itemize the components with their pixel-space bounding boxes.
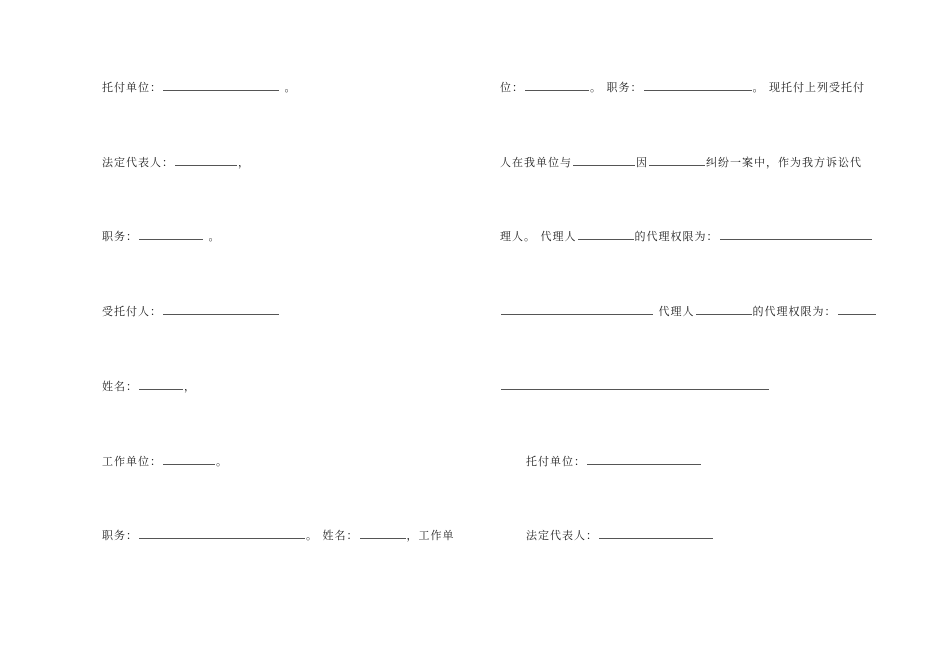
form-label: 位： bbox=[500, 81, 524, 94]
form-label: 职务： bbox=[102, 529, 138, 542]
form-label: 的代理权限为： bbox=[752, 305, 837, 318]
blank-field[interactable] bbox=[720, 229, 872, 240]
blank-field[interactable] bbox=[175, 155, 237, 166]
form-label: 。 bbox=[216, 455, 228, 468]
blank-field[interactable] bbox=[649, 155, 705, 166]
form-line bbox=[500, 155, 862, 169]
blank-field[interactable] bbox=[838, 304, 876, 315]
form-line bbox=[500, 229, 873, 243]
form-label: 理人。 代理人 bbox=[500, 230, 577, 243]
form-label: 纠纷一案中，作为我方诉讼代 bbox=[706, 156, 862, 169]
form-label: 人在我单位与 bbox=[500, 156, 572, 169]
blank-field[interactable] bbox=[525, 80, 589, 91]
blank-field[interactable] bbox=[578, 229, 634, 240]
form-line bbox=[102, 454, 228, 468]
blank-field[interactable] bbox=[501, 304, 653, 315]
form-line bbox=[102, 528, 455, 542]
form-line bbox=[500, 379, 770, 393]
blank-field[interactable] bbox=[501, 379, 769, 390]
form-line bbox=[526, 454, 702, 468]
form-label: ， bbox=[238, 156, 250, 169]
form-line bbox=[102, 155, 250, 169]
form-label: 姓名： bbox=[102, 380, 138, 393]
blank-field[interactable] bbox=[599, 528, 713, 539]
blank-field[interactable] bbox=[163, 304, 279, 315]
form-line bbox=[102, 379, 196, 393]
blank-field[interactable] bbox=[139, 379, 183, 390]
form-label: 因 bbox=[636, 156, 648, 169]
form-label: 。 现托付上列受托付 bbox=[752, 81, 865, 94]
blank-field[interactable] bbox=[360, 528, 406, 539]
form-label: 托付单位： bbox=[102, 81, 162, 94]
form-line bbox=[102, 304, 280, 318]
form-label: 法定代表人： bbox=[526, 529, 598, 542]
form-label: 法定代表人： bbox=[102, 156, 174, 169]
blank-field[interactable] bbox=[163, 80, 279, 91]
blank-field[interactable] bbox=[696, 304, 752, 315]
blank-field[interactable] bbox=[139, 528, 305, 539]
blank-field[interactable] bbox=[573, 155, 635, 166]
form-line bbox=[526, 528, 714, 542]
blank-field[interactable] bbox=[644, 80, 752, 91]
form-label: 职务： bbox=[102, 230, 138, 243]
blank-field[interactable] bbox=[139, 229, 203, 240]
form-label: 工作单位： bbox=[102, 455, 162, 468]
form-label: 。 姓名： bbox=[306, 529, 359, 542]
form-label: ，工作单 bbox=[406, 529, 455, 542]
form-label: 。 职务： bbox=[590, 81, 643, 94]
form-label: 。 bbox=[280, 81, 297, 94]
form-label: 代理人 bbox=[654, 305, 695, 318]
form-label: 的代理权限为： bbox=[634, 230, 719, 243]
form-label: 受托付人： bbox=[102, 305, 162, 318]
form-label: 托付单位： bbox=[526, 455, 586, 468]
form-line bbox=[102, 229, 221, 243]
form-label: ， bbox=[184, 380, 196, 393]
blank-field[interactable] bbox=[163, 454, 215, 465]
form-line bbox=[102, 80, 297, 94]
form-label: 。 bbox=[204, 230, 221, 243]
form-line bbox=[500, 304, 877, 318]
form-line bbox=[500, 80, 865, 94]
blank-field[interactable] bbox=[587, 454, 701, 465]
